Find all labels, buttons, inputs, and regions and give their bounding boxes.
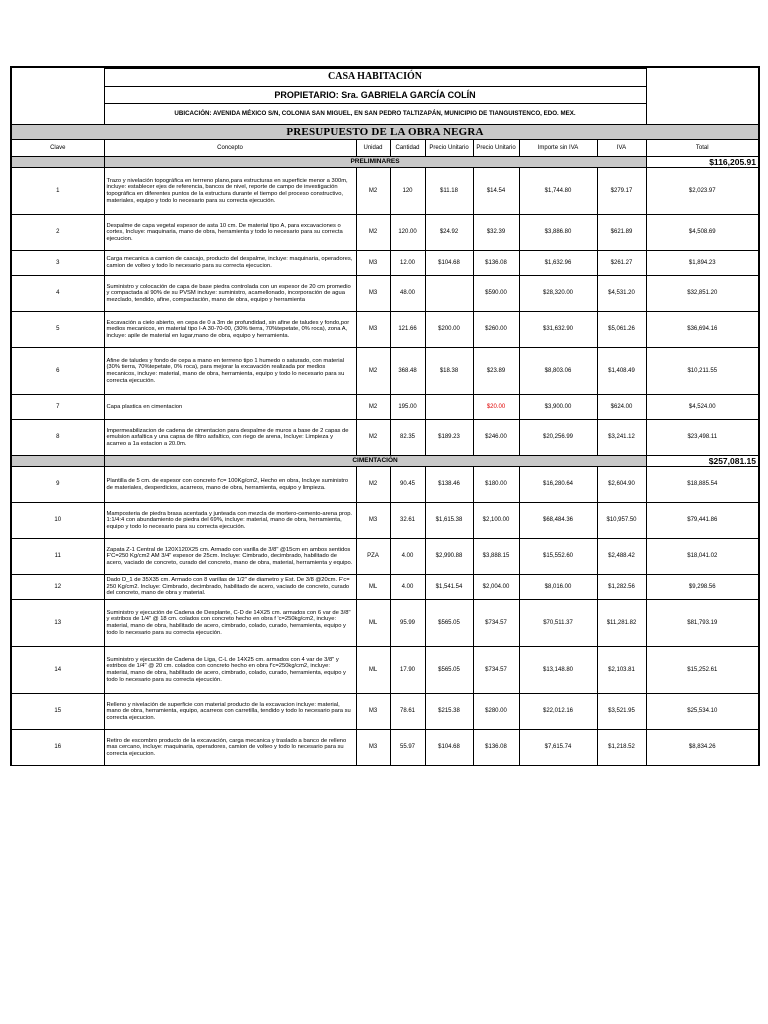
cell-precio-unitario-2: $136.08 (473, 251, 519, 276)
cell-concepto: Trazo y nivelación topográfica en terrreno plano,para estructuras en superficie menor a 300m, incluye: establecer ejes de referencia, bancos de nivel, reporte de campo de investigación topográfica en diferentes puntos de la estructura durante el tiempo del proceso constructivo, materiales, equipo y todo lo necesario para su correcta ejecución. (104, 168, 356, 215)
col-header-cantidad: Cantidad (390, 140, 425, 157)
budget-table (12, 68, 758, 766)
cell-cantidad: 195.00 (390, 395, 425, 420)
header-right-cell (646, 69, 758, 125)
cell-cantidad: 95.99 (390, 600, 425, 647)
cell-clave: 14 (12, 647, 104, 694)
table-row (12, 251, 758, 276)
col-header-concepto: Concepto (104, 140, 356, 157)
cell-total: $18,885.54 (646, 467, 758, 503)
cell-unidad: M3 (356, 694, 390, 730)
cell-unidad: M3 (356, 503, 390, 539)
cell-iva: $10,957.50 (597, 503, 646, 539)
cell-cantidad: 48.00 (390, 276, 425, 312)
cell-precio-unitario: $18.38 (425, 348, 473, 395)
cell-cantidad: 121.66 (390, 312, 425, 348)
cell-iva: $1,282.56 (597, 575, 646, 600)
cell-cantidad: 368.48 (390, 348, 425, 395)
cell-importe: $31,632.90 (519, 312, 597, 348)
table-row (12, 168, 758, 215)
cell-importe: $7,615.74 (519, 730, 597, 766)
cell-importe: $3,900.00 (519, 395, 597, 420)
cell-concepto: Carga mecanica a camion de cascajo, producto del despalme, incluye: maquinaria, operadores, camion de volteo y todo lo necesario para su correcta ejecucion. (104, 251, 356, 276)
cell-clave: 11 (12, 539, 104, 575)
table-row (12, 730, 758, 766)
cell-unidad: M2 (356, 348, 390, 395)
cell-unidad: ML (356, 647, 390, 694)
cell-concepto: Capa plastica en cimentacion (104, 395, 356, 420)
cell-clave: 12 (12, 575, 104, 600)
section-row (12, 157, 758, 168)
cell-importe: $15,552.60 (519, 539, 597, 575)
address-label: UBICACIÓN: AVENIDA MÉXICO S/N, COLONIA SAN MIGUEL, EN SAN PEDRO TALTIZAPÁN, MUNICIPIO DE TIANGUISTENCO, EDO. MEX. (104, 104, 646, 125)
cell-total: $81,793.19 (646, 600, 758, 647)
budget-sheet (10, 66, 760, 766)
cell-clave: 8 (12, 420, 104, 456)
cell-clave: 7 (12, 395, 104, 420)
cell-precio-unitario: $200.00 (425, 312, 473, 348)
cell-precio-unitario-2: $260.00 (473, 312, 519, 348)
cell-precio-unitario-2: $180.00 (473, 467, 519, 503)
section-row (12, 456, 758, 467)
cell-clave: 16 (12, 730, 104, 766)
table-row (12, 467, 758, 503)
cell-precio-unitario-2: $2,004.00 (473, 575, 519, 600)
cell-importe: $68,484.36 (519, 503, 597, 539)
section-total: $257,081.15 (646, 456, 758, 467)
cell-total: $4,524.00 (646, 395, 758, 420)
cell-total: $8,834.26 (646, 730, 758, 766)
cell-concepto: Despalme de capa vegetal espesor de asta 10 cm. De material tipo A, para excavaciones o cortes, Incluye: maquinaria, mano de obra, herramienta y todo lo necesario para su correcta ejecucion. (104, 215, 356, 251)
cell-unidad: ML (356, 600, 390, 647)
cell-total: $25,534.10 (646, 694, 758, 730)
cell-precio-unitario-2: $32.39 (473, 215, 519, 251)
table-row (12, 215, 758, 251)
cell-unidad: ML (356, 575, 390, 600)
cell-clave: 5 (12, 312, 104, 348)
cell-iva: $624.00 (597, 395, 646, 420)
table-row (12, 348, 758, 395)
cell-concepto: Mamposteria de piedra brasa acentada y junteada con mezcla de mortero-cemento-arena prop. 1:1/4:4 con abundamiento de piedra del 69%, incluye: material, mano de obra, herramienta, equipo y todo lo necesario para su correcta ejecución. (104, 503, 356, 539)
col-header-unidad: Unidad (356, 140, 390, 157)
cell-cantidad: 78.61 (390, 694, 425, 730)
cell-total: $18,041.02 (646, 539, 758, 575)
cell-precio-unitario: $189.23 (425, 420, 473, 456)
cell-total: $32,851.20 (646, 276, 758, 312)
cell-concepto: Suministro y colocación de capa de base piedra controlada con un espesor de 20 cm promedio y compactada al 90% de su PVSM incluye: suministro, acamellonado, incorporación de agua mezclado, tendido, afine, compactación, mano de obra, equipo y herramienta (104, 276, 356, 312)
cell-total: $36,694.16 (646, 312, 758, 348)
cell-unidad: PZA (356, 539, 390, 575)
section-spacer (12, 456, 104, 467)
cell-importe: $1,632.96 (519, 251, 597, 276)
table-row (12, 420, 758, 456)
cell-unidad: M2 (356, 395, 390, 420)
table-row (12, 600, 758, 647)
cell-importe: $3,886.80 (519, 215, 597, 251)
cell-importe: $16,280.64 (519, 467, 597, 503)
cell-cantidad: 32.61 (390, 503, 425, 539)
cell-precio-unitario: $24.92 (425, 215, 473, 251)
cell-importe: $70,511.37 (519, 600, 597, 647)
cell-concepto: Impermeabilizacion de cadena de cimentacion para despalme de muros a base de 2 capas de emulsion asfaltica y una capsa de filtro asfaltico, con riego de arena, Incluye: Limpieza y acarreo a 1a estacion a 20.0m. (104, 420, 356, 456)
col-header-iva: IVA (597, 140, 646, 157)
cell-concepto: Suministro y ejecución de Cadena de Liga, C-L de 14X25 cm. armados con 4 var de 3/8" y estribos de 1/4" @ 20 cm. colados con concreto hecho en obra f'c=250kg/cm2, incluye: material, mano de obra, habilitado de acero, cimbrado, colado, curado, herramienta, equipo y todo lo necesario para su correcta ejecución. (104, 647, 356, 694)
table-row (12, 312, 758, 348)
cell-importe: $28,320.00 (519, 276, 597, 312)
cell-clave: 3 (12, 251, 104, 276)
cell-iva: $3,521.95 (597, 694, 646, 730)
cell-unidad: M3 (356, 276, 390, 312)
cell-total: $23,498.11 (646, 420, 758, 456)
cell-concepto: Plantilla de 5 cm. de espesor con concreto f'c= 100Kg/cm2, Hecho en obra, Incluye suministro de materiales, desperdicios, acarreos, mano de obra, herramienta, equipo y limpieza. (104, 467, 356, 503)
table-row (12, 503, 758, 539)
cell-importe: $13,148.80 (519, 647, 597, 694)
cell-concepto: Excavación a cielo abierto, en cepa de 0 a 3m de profundidad, sin afine de taludes y fondo,por medios mecanicos, en material tipo I-A 30-70-00, (30% tierra, 70%tepetate, 0% roca), zona A, incluye: apile de material en lugar,mano de obra, equipo y herramienta. (104, 312, 356, 348)
cell-cantidad: 82.35 (390, 420, 425, 456)
cell-clave: 6 (12, 348, 104, 395)
cell-precio-unitario-2: $23.89 (473, 348, 519, 395)
cell-total: $10,211.55 (646, 348, 758, 395)
cell-concepto: Zapata Z-1 Central de 120X120X25 cm. Armado con varilla de 3/8" @15cm en ambos sentidos F'C=250 Kg/cm2 AM 3/4" espesor de 25cm. Incluye: Cimbrado, decimbrado, habilitado de acero, vaciado de concreto, curado del concreto, mano de obra, material, herramienta y equipo. (104, 539, 356, 575)
cell-importe: $20,256.99 (519, 420, 597, 456)
cell-iva: $3,241.12 (597, 420, 646, 456)
cell-clave: 13 (12, 600, 104, 647)
cell-precio-unitario (425, 276, 473, 312)
cell-precio-unitario: $1,615.38 (425, 503, 473, 539)
cell-cantidad: 55.97 (390, 730, 425, 766)
cell-concepto: Dado D_1 de 35X35 cm. Armado con 8 varillas de 1/2" de diametro y Est. De 3/8 @20cm. F'c= 250 Kg/cm2. Incluye: Cimbrado, decimbrado, habilitado de acero, vaciado de concreto, curado del concreto, mano de obra y material. (104, 575, 356, 600)
cell-clave: 10 (12, 503, 104, 539)
cell-iva: $1,218.52 (597, 730, 646, 766)
cell-precio-unitario: $104.68 (425, 251, 473, 276)
margin-cell (12, 87, 104, 104)
cell-cantidad: 120.00 (390, 215, 425, 251)
cell-concepto: Relleno y nivelación de superficie con material producto de la excavacion incluye: material, mano de obra, herramienta, equipo, acarreos con carretilla, tendido y todo lo necesario para su correcta ejecucion. (104, 694, 356, 730)
cell-precio-unitario-2: $20.00 (473, 395, 519, 420)
cell-iva: $2,103.81 (597, 647, 646, 694)
cell-precio-unitario (425, 395, 473, 420)
cell-iva: $5,061.26 (597, 312, 646, 348)
cell-clave: 2 (12, 215, 104, 251)
cell-importe: $8,016.00 (519, 575, 597, 600)
document-title: CASA HABITACIÓN (104, 69, 646, 87)
col-header-precio-unitario-2: Precio Unitario (473, 140, 519, 157)
cell-total: $79,441.86 (646, 503, 758, 539)
section-total: $116,205.91 (646, 157, 758, 168)
cell-precio-unitario-2: $280.00 (473, 694, 519, 730)
cell-precio-unitario: $11.18 (425, 168, 473, 215)
cell-cantidad: 90.45 (390, 467, 425, 503)
section-name: PRELIMINARES (104, 157, 646, 168)
col-header-total: Total (646, 140, 758, 157)
margin-cell (12, 104, 104, 125)
cell-iva: $1,408.49 (597, 348, 646, 395)
cell-total: $2,023.97 (646, 168, 758, 215)
section-spacer (12, 157, 104, 168)
cell-iva: $261.27 (597, 251, 646, 276)
cell-iva: $621.89 (597, 215, 646, 251)
column-header-row (12, 140, 758, 157)
cell-precio-unitario-2: $14.54 (473, 168, 519, 215)
cell-unidad: M3 (356, 730, 390, 766)
table-row (12, 539, 758, 575)
cell-iva: $4,531.20 (597, 276, 646, 312)
cell-precio-unitario: $138.46 (425, 467, 473, 503)
cell-clave: 9 (12, 467, 104, 503)
cell-cantidad: 120 (390, 168, 425, 215)
cell-concepto: Suministro y ejecución de Cadena de Desplante, C-D de 14X25 cm. armados con 6 var de 3/8" y estribos de 1/4" @ 18 cm. colados con concreto hecho en obra f 'c=250kg/cm2, incluye: material, mano de obra, habilitado de acero, cimbrado, colado, curado, herramienta, equipo y todo lo necesario para su correcta ejecución. (104, 600, 356, 647)
cell-precio-unitario: $104.68 (425, 730, 473, 766)
table-row (12, 395, 758, 420)
table-row (12, 694, 758, 730)
cell-total: $9,298.56 (646, 575, 758, 600)
cell-total: $15,252.61 (646, 647, 758, 694)
cell-precio-unitario-2: $246.00 (473, 420, 519, 456)
cell-concepto: Retiro de escombro producto de la excavación, carga mecanica y traslado a banco de relleno mas cercano, incluye: maquinaria, operadores, camion de volteo y todo lo necesario para su correcta ejecucion. (104, 730, 356, 766)
cell-unidad: M2 (356, 168, 390, 215)
cell-precio-unitario: $565.05 (425, 600, 473, 647)
cell-importe: $22,012.16 (519, 694, 597, 730)
cell-clave: 1 (12, 168, 104, 215)
cell-unidad: M2 (356, 420, 390, 456)
cell-precio-unitario-2: $734.57 (473, 647, 519, 694)
table-row (12, 575, 758, 600)
col-header-clave: Clave (12, 140, 104, 157)
table-row (12, 276, 758, 312)
cell-cantidad: 17.90 (390, 647, 425, 694)
cell-precio-unitario: $565.05 (425, 647, 473, 694)
cell-importe: $8,803.06 (519, 348, 597, 395)
cell-precio-unitario: $2,990.88 (425, 539, 473, 575)
cell-clave: 4 (12, 276, 104, 312)
cell-iva: $2,488.42 (597, 539, 646, 575)
owner-label: PROPIETARIO: Sra. GABRIELA GARCÍA COLÍN (104, 87, 646, 104)
col-header-precio-unitario: Precio Unitario (425, 140, 473, 157)
cell-iva: $2,604.90 (597, 467, 646, 503)
budget-title: PRESUPUESTO DE LA OBRA NEGRA (12, 125, 758, 140)
cell-concepto: Afine de taludes y fondo de cepa a mano en terrreno tipo 1 humedo o saturado, con material (30% tierra, 70%tepetate, 0% roca), para mejorar la excavación realizada por medios mecanicos, incluye: material, mano de obra, herramienta, equipo y todo lo necesario para su correcta ejecución. (104, 348, 356, 395)
cell-precio-unitario-2: $734.57 (473, 600, 519, 647)
cell-cantidad: 4.00 (390, 575, 425, 600)
cell-cantidad: 12.00 (390, 251, 425, 276)
cell-precio-unitario-2: $136.08 (473, 730, 519, 766)
cell-importe: $1,744.80 (519, 168, 597, 215)
col-header-importe: Importe sin IVA (519, 140, 597, 157)
cell-iva: $279.17 (597, 168, 646, 215)
cell-total: $4,508.69 (646, 215, 758, 251)
cell-clave: 15 (12, 694, 104, 730)
cell-iva: $11,281.82 (597, 600, 646, 647)
cell-unidad: M3 (356, 312, 390, 348)
cell-unidad: M3 (356, 251, 390, 276)
cell-precio-unitario-2: $3,888.15 (473, 539, 519, 575)
cell-unidad: M2 (356, 215, 390, 251)
table-row (12, 647, 758, 694)
cell-cantidad: 4.00 (390, 539, 425, 575)
cell-total: $1,894.23 (646, 251, 758, 276)
cell-unidad: M2 (356, 467, 390, 503)
cell-precio-unitario: $1,541.54 (425, 575, 473, 600)
cell-precio-unitario: $215.38 (425, 694, 473, 730)
cell-precio-unitario-2: $2,100.00 (473, 503, 519, 539)
cell-precio-unitario-2: $590.00 (473, 276, 519, 312)
section-name: CIMENTACIÓN (104, 456, 646, 467)
margin-cell (12, 69, 104, 87)
